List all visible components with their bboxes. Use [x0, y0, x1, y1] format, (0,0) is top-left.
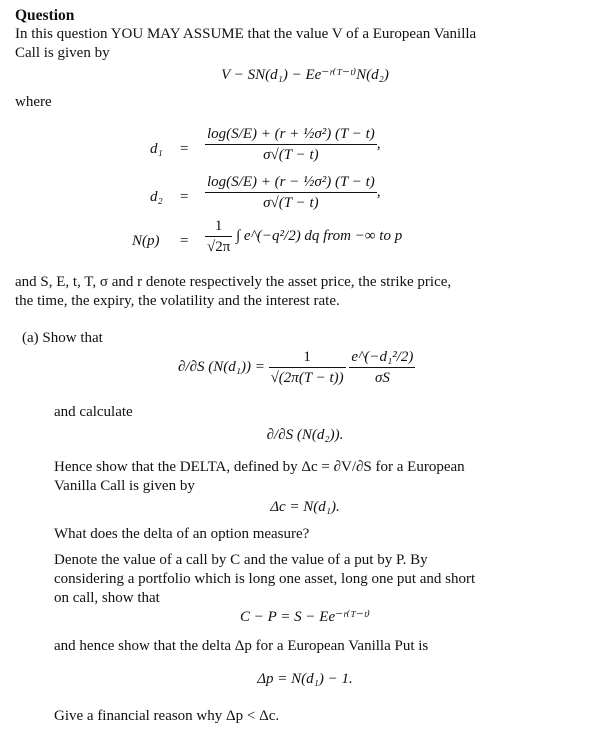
- equals-sign-d1: =: [180, 141, 189, 157]
- deriv-rhs2-numerator: e^(−d₁²/2): [349, 347, 415, 368]
- delta-line-2: Vanilla Call is given by: [54, 478, 195, 494]
- question-heading: Question: [15, 7, 75, 24]
- parity-formula: C − P = S − Ee⁻ʳ⁽ᵀ⁻ᵗ⁾: [240, 609, 370, 625]
- value-formula: V − SN(d₁) − Ee⁻ʳ⁽ᵀ⁻ᵗ⁾N(d₂): [221, 67, 389, 83]
- deriv-rhs2-denominator: σS: [374, 370, 390, 386]
- deriv-lhs: ∂/∂S (N(d₁)) =: [178, 359, 265, 375]
- d1-denominator: σ√(T − t): [263, 147, 319, 163]
- delta-call-formula: Δc = N(d₁).: [270, 499, 340, 515]
- deriv-rhs-numerator: 1: [269, 347, 346, 368]
- put-delta-formula: Δp = N(d₁) − 1.: [257, 671, 353, 687]
- d2-fraction: $\frac{\text{log(S/E) + (r − ½σ²) (T − t)}}{\sigma√(T - t)}$ ,: [207, 174, 381, 211]
- parity-line-3: on call, show that: [54, 590, 160, 606]
- part-a-label: (a) Show that: [22, 330, 103, 346]
- d1-numerator: log(S/E) + (r + ½σ²) (T − t): [205, 124, 377, 145]
- equals-sign-np: =: [180, 233, 189, 249]
- np-integral: ∫ e^(−q²/2) dq from −∞ to p: [236, 228, 403, 244]
- np-coef-numerator: 1: [205, 216, 232, 237]
- np-expression: [205, 216, 402, 257]
- deriv-rhs-denominator: √(2π(T − t)): [270, 370, 344, 386]
- denote-line-1: and S, E, t, T, σ and r denote respectively the asset price, the strike price,: [15, 274, 452, 290]
- put-delta-line: and hence show that the delta Δp for a European Vanilla Put is: [54, 638, 429, 654]
- equals-sign-d2: =: [180, 189, 189, 205]
- np-label: N(p): [132, 233, 160, 249]
- intro-line-2: Call is given by: [15, 45, 110, 61]
- parity-line-1: Denote the value of a call by C and the value of a put by P. By: [54, 552, 428, 568]
- where-label: where: [15, 94, 52, 110]
- delta-line-1: Hence show that the DELTA, defined by Δc = ∂V/∂S for a European: [54, 459, 465, 475]
- parity-line-2: considering a portfolio which is long one asset, long one put and short: [54, 571, 476, 587]
- d1-label: d₁: [150, 141, 163, 157]
- d2-denominator: σ√(T − t): [263, 195, 319, 211]
- d2-numerator: log(S/E) + (r − ½σ²) (T − t): [205, 172, 377, 193]
- deriv-n-d1-equation: [178, 347, 415, 388]
- financial-reason-question: Give a financial reason why Δp < Δc.: [54, 708, 280, 724]
- measure-question: What does the delta of an option measure?: [54, 526, 310, 542]
- denote-line-2: the time, the expiry, the volatility and the interest rate.: [15, 293, 340, 309]
- intro-line-1: In this question YOU MAY ASSUME that the value V of a European Vanilla: [15, 26, 477, 42]
- np-coef-denominator: √2π: [207, 239, 231, 255]
- calc-expression: ∂/∂S (N(d₂)).: [266, 427, 344, 443]
- d2-label: d₂: [150, 189, 163, 205]
- d1-fraction: $\frac{\text{log(S/E) + (r + ½σ²) (T − t)}}{\sigma√(T - t)}$ ,: [207, 126, 381, 163]
- and-calculate: and calculate: [54, 404, 133, 420]
